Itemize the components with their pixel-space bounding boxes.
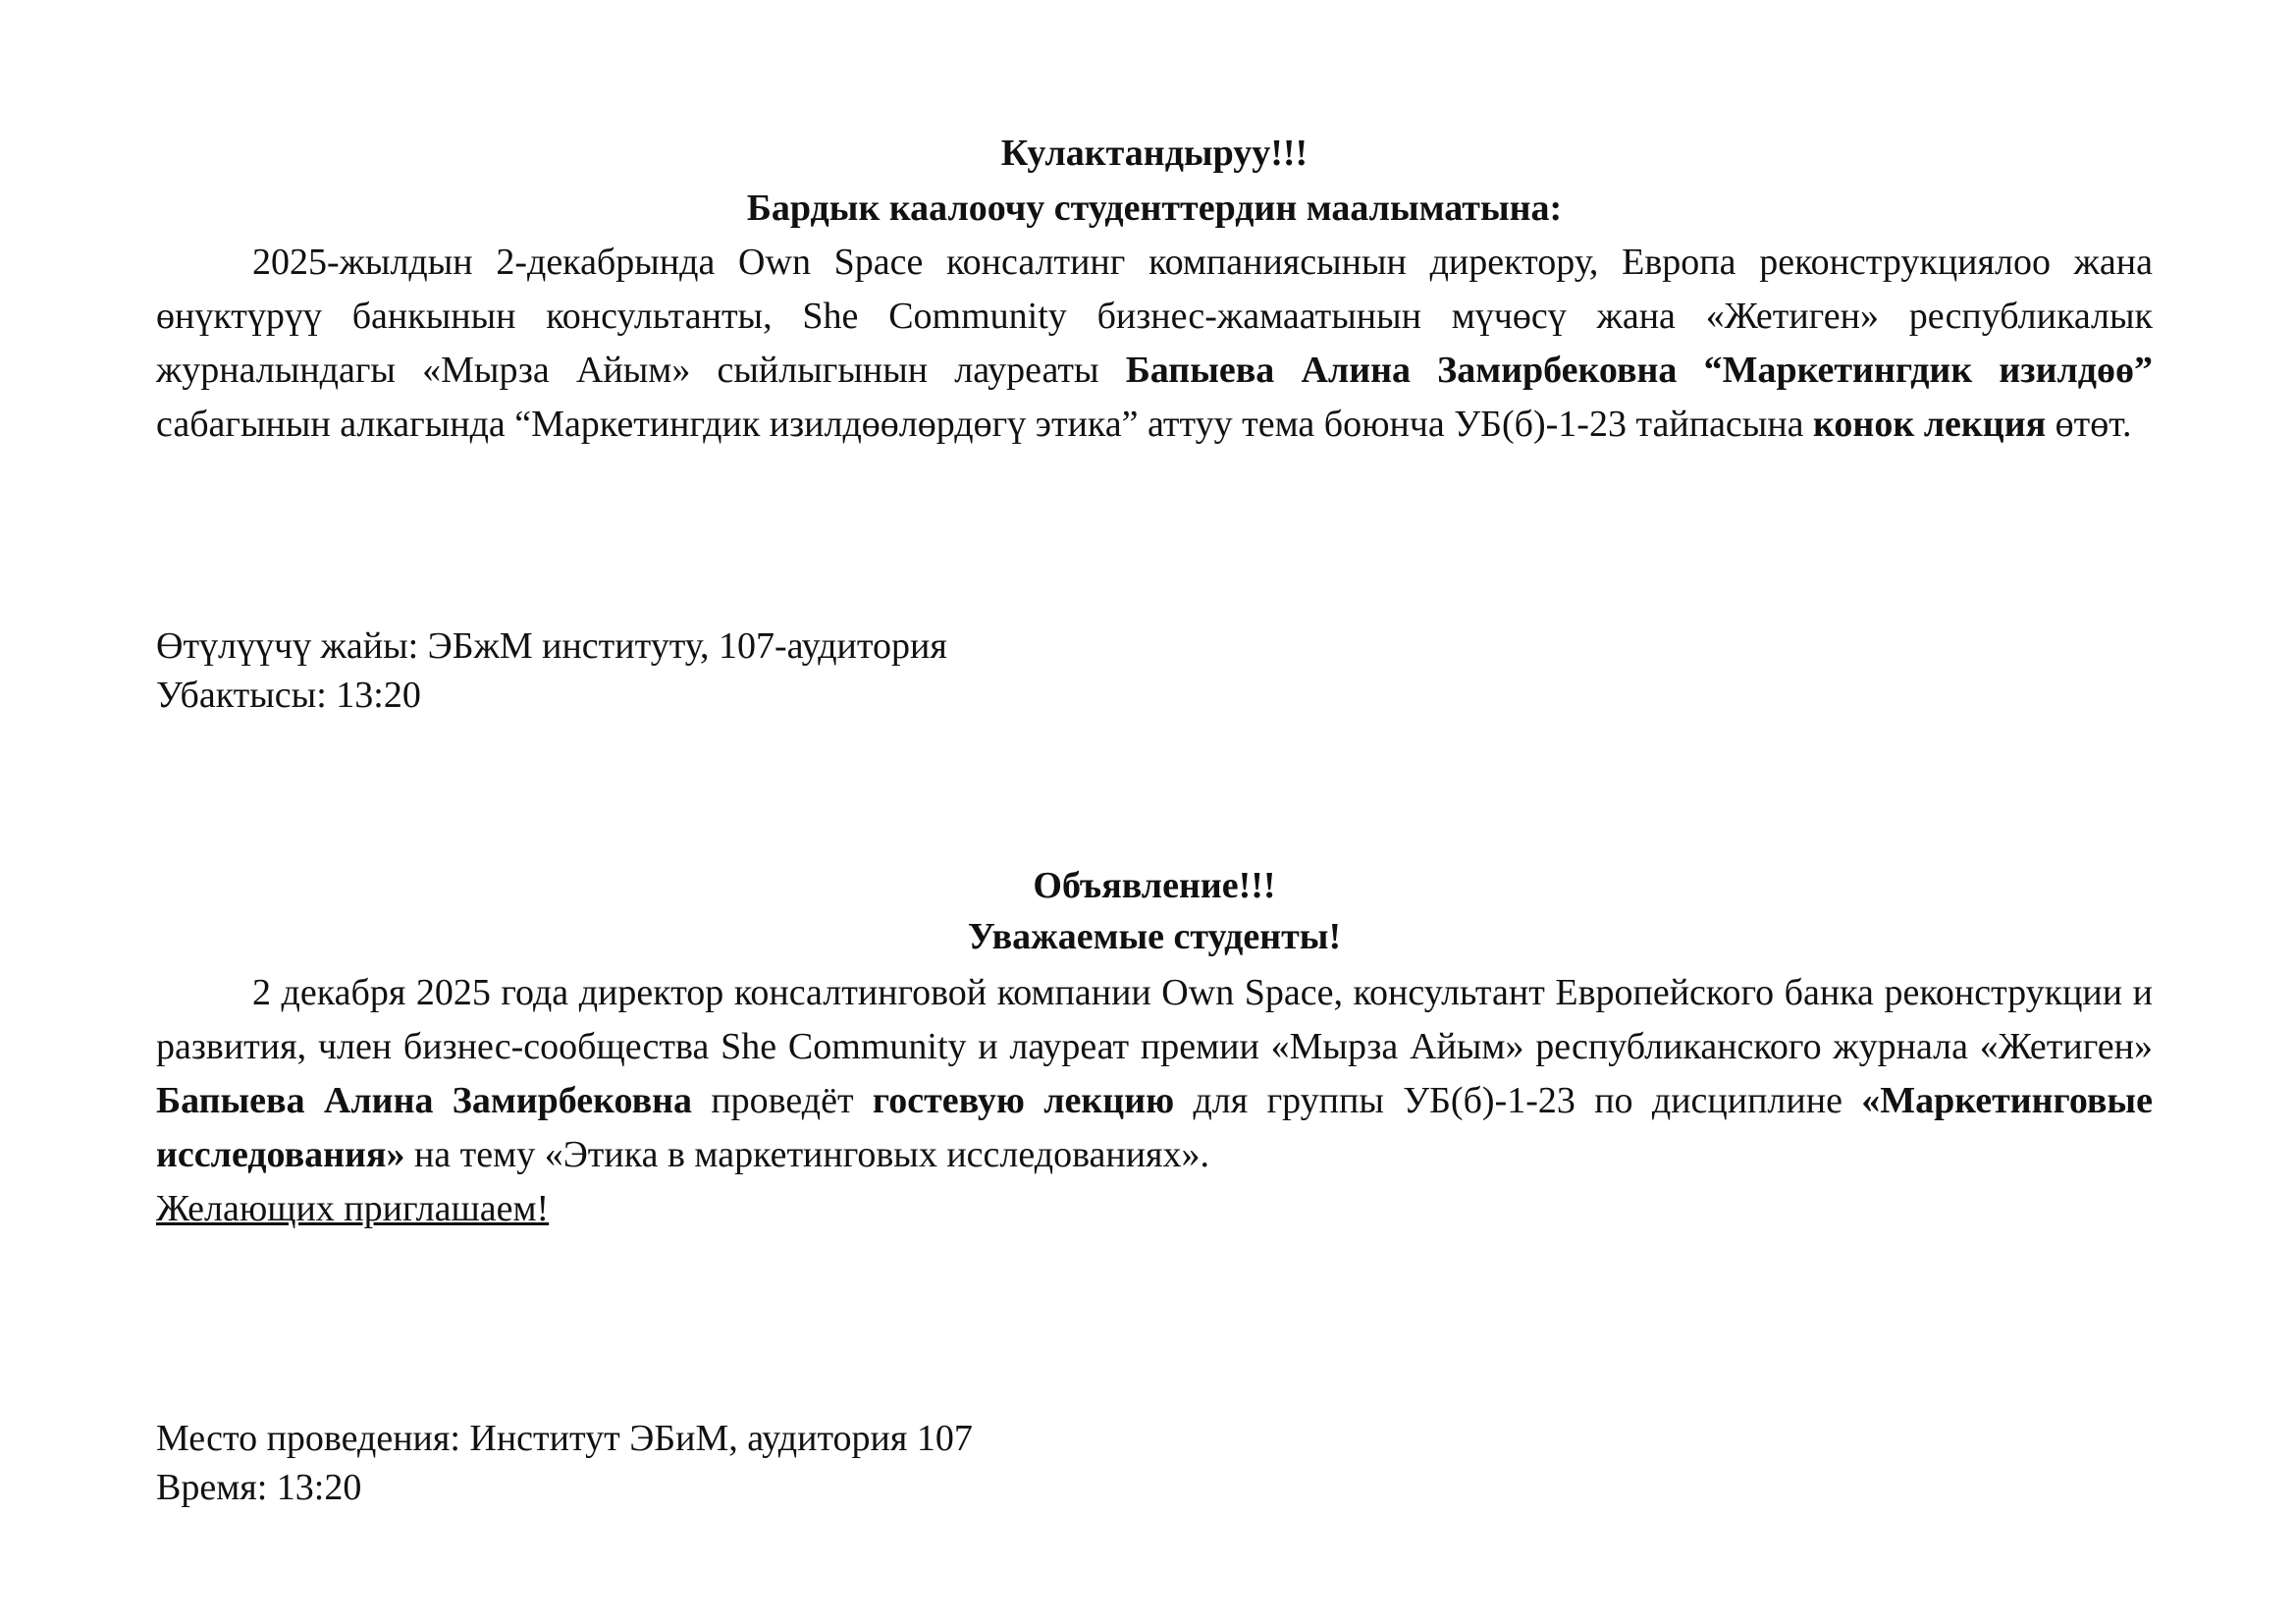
russian-subtitle: Уважаемые студенты! [967,916,1342,957]
kyrgyz-location: Өтүлүүчү жайы: ЭБжМ институту, 107-аудитория [156,625,947,667]
kyrgyz-space [1677,350,1703,391]
russian-invite: Желающих приглашаем! [156,1188,550,1229]
kyrgyz-title: Кулактандыруу!!! [1000,133,1308,174]
russian-invite-line [156,1182,2153,1236]
kyrgyz-body [156,236,2153,452]
russian-lecture: гостевую лекцию [872,1080,1175,1121]
document-page [156,0,2153,1623]
russian-announcement [156,860,2153,1236]
russian-body-part1: 2 декабря 2025 года директор консалтинговой компании Own Space, консультант Европейского банка реконструкции и развития, член бизнес-сообщества She Community и лауреат премии «Мырза Айым» республиканского журнала «Жетиген» [156,972,2153,1067]
kyrgyz-time: Убактысы: 13:20 [156,675,421,716]
kyrgyz-details [156,622,2153,720]
russian-title: Объявление!!! [1033,865,1276,906]
kyrgyz-subject: “Маркетингдик изилдөө” [1703,350,2154,391]
kyrgyz-lecture: конок лекция [1813,404,2047,445]
russian-body-part4: на тему «Этика в маркетинговых исследованиях». [404,1134,1210,1175]
kyrgyz-speaker-name: Бапыева Алина Замирбековна [1125,350,1678,391]
russian-body [156,966,2153,1182]
kyrgyz-body-part2: сабагынын алкагында “Маркетингдик изилдөөлөрдөгү этика” аттуу тема боюнча УБ(б)-1-23 тайпасына [156,404,1814,445]
russian-speaker-name: Бапыева Алина Замирбековна [156,1080,692,1121]
russian-details [156,1414,2153,1512]
russian-location: Место проведения: Институт ЭБиМ, аудитория 107 [156,1418,973,1459]
kyrgyz-body-part1: 2025-жылдын 2-декабрында Own Space консалтинг компаниясынын директору, Европа реконструкциялоо жана өнүктүрүү банкынын консультанты, She Community бизнес-жамаатынын мүчөсү жана «Жетиген» республикалык журналындагы «Мырза Айым» сыйлыгынын лауреаты [156,242,2153,391]
russian-time: Время: 13:20 [156,1467,362,1508]
russian-body-part2: проведёт [692,1080,873,1121]
kyrgyz-body-part3: өтөт. [2046,404,2132,445]
russian-body-part3: для группы УБ(б)-1-23 по дисциплине [1174,1080,1862,1121]
kyrgyz-announcement [156,126,2153,452]
kyrgyz-subtitle: Бардык каалоочу студенттердин маалыматына: [746,188,1563,229]
russian-subject: «Маркетинговые исследования» [156,1080,2153,1175]
